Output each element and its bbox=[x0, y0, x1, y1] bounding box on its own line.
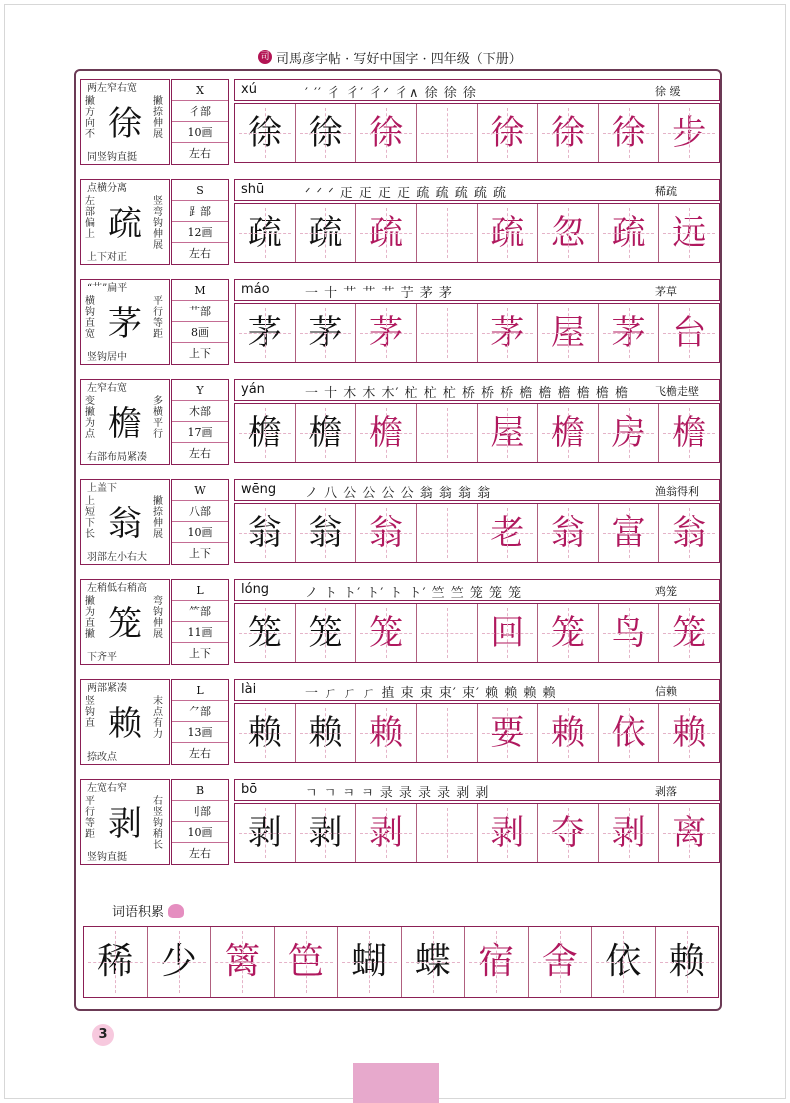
practice-cell[interactable]: 翁 bbox=[356, 504, 417, 562]
rule-bottom: 捺改点 bbox=[87, 752, 117, 763]
stroke-order-strip bbox=[234, 679, 720, 701]
rule-left: 撇为直撇 bbox=[85, 596, 95, 640]
practice-cell[interactable]: 剥 bbox=[356, 804, 417, 862]
stroke-count: 8画 bbox=[172, 322, 228, 343]
practice-cell[interactable]: 茅 bbox=[356, 304, 417, 362]
radical: 彳部 bbox=[172, 101, 228, 122]
practice-row bbox=[80, 479, 720, 565]
practice-cell[interactable] bbox=[417, 204, 478, 262]
radical: 刂部 bbox=[172, 801, 228, 822]
stroke-order-strip bbox=[234, 79, 720, 101]
rule-top: 点横分离 bbox=[87, 183, 127, 194]
practice-cell[interactable]: 笼 bbox=[659, 604, 719, 662]
practice-cell[interactable]: 翁 bbox=[235, 504, 296, 562]
pinyin: wēng bbox=[241, 482, 277, 497]
writing-rule-box bbox=[80, 79, 170, 165]
rule-right: 平行等距 bbox=[153, 296, 163, 340]
pinyin: yán bbox=[241, 382, 265, 397]
index-letter: M bbox=[172, 280, 228, 301]
practice-cell[interactable]: 鸟 bbox=[599, 604, 660, 662]
practice-cell[interactable]: 檐 bbox=[356, 404, 417, 462]
pinyin: lóng bbox=[241, 582, 270, 597]
rule-bottom: 竖钩直挺 bbox=[87, 852, 127, 863]
vocab-cell[interactable]: 依 bbox=[592, 927, 656, 997]
char-info-box bbox=[171, 579, 229, 665]
rule-bottom: 竖钩居中 bbox=[87, 352, 127, 363]
stroke-order: ㄱ ㄱ ㅋ ㅋ 录 录 录 录 剥 剥 bbox=[305, 786, 490, 801]
radical: 艹部 bbox=[172, 301, 228, 322]
structure: 上下 bbox=[189, 347, 211, 360]
char-info-box bbox=[171, 79, 229, 165]
practice-row bbox=[80, 679, 720, 765]
structure: 左右 bbox=[189, 147, 211, 160]
vocab-cell[interactable]: 蝴 bbox=[338, 927, 402, 997]
model-character: 檐 bbox=[108, 404, 142, 444]
writing-rule-box bbox=[80, 379, 170, 465]
radical: ⻊部 bbox=[172, 201, 228, 222]
index-letter: W bbox=[172, 480, 228, 501]
practice-cell[interactable]: 离 bbox=[659, 804, 719, 862]
stroke-order: ′ ′′ 彳 彳′ 彳ᐟ 彳∧ 徐 徐 徐 bbox=[305, 86, 477, 101]
stroke-order-strip bbox=[234, 779, 720, 801]
practice-cell[interactable]: 笼 bbox=[235, 604, 296, 662]
index-letter: S bbox=[172, 180, 228, 201]
example-word: 稀疏 bbox=[655, 185, 677, 198]
writing-rule-box bbox=[80, 579, 170, 665]
example-word: 剥落 bbox=[655, 785, 677, 798]
practice-grid bbox=[234, 303, 720, 363]
practice-cell[interactable]: 房 bbox=[599, 404, 660, 462]
vocab-cell[interactable]: 蝶 bbox=[402, 927, 466, 997]
stroke-count: 17画 bbox=[172, 422, 228, 443]
rule-top: 两左窄右宽 bbox=[87, 83, 137, 94]
practice-cell[interactable]: 疏 bbox=[356, 204, 417, 262]
practice-cell[interactable]: 赖 bbox=[235, 704, 296, 762]
stroke-order: ᐟ ᐟ ᐟ 𤴓 𤴓 𤴓 𤴓 疏 疏 疏 疏 疏 bbox=[305, 186, 507, 201]
vocab-title: 词语积累 bbox=[112, 905, 165, 920]
rule-bottom: 右部布局紧凑 bbox=[87, 452, 147, 463]
practice-cell[interactable]: 富 bbox=[599, 504, 660, 562]
practice-row bbox=[80, 79, 720, 165]
practice-grid bbox=[234, 403, 720, 463]
practice-cell[interactable]: 茅 bbox=[235, 304, 296, 362]
practice-cell[interactable]: 赖 bbox=[659, 704, 719, 762]
stroke-count: 11画 bbox=[172, 622, 228, 643]
pinyin: lài bbox=[241, 682, 257, 697]
char-info-box bbox=[171, 679, 229, 765]
practice-cell[interactable] bbox=[417, 404, 478, 462]
char-info-box bbox=[171, 479, 229, 565]
page-header bbox=[258, 47, 522, 67]
practice-cell[interactable]: 屋 bbox=[478, 404, 539, 462]
radical: 木部 bbox=[172, 401, 228, 422]
publisher-logo-icon: 司 bbox=[258, 50, 272, 64]
practice-cell[interactable]: 茅 bbox=[478, 304, 539, 362]
char-info-box bbox=[171, 179, 229, 265]
model-character: 翁 bbox=[108, 504, 142, 544]
rule-left: 横钩直宽 bbox=[85, 296, 95, 340]
rule-top: 上盖下 bbox=[87, 483, 117, 494]
structure: 左右 bbox=[189, 447, 211, 460]
practice-cell[interactable]: 剥 bbox=[296, 804, 357, 862]
rule-left: 竖钩直 bbox=[85, 696, 95, 729]
practice-cell[interactable]: 赖 bbox=[538, 704, 599, 762]
writing-rule-box bbox=[80, 279, 170, 365]
practice-row bbox=[80, 379, 720, 465]
example-word: 信赖 bbox=[655, 685, 677, 698]
rule-right: 末点有力 bbox=[153, 696, 163, 740]
char-info-box bbox=[171, 779, 229, 865]
practice-cell[interactable]: 笼 bbox=[356, 604, 417, 662]
stroke-order-strip bbox=[234, 179, 720, 201]
radical: 八部 bbox=[172, 501, 228, 522]
vocab-cell[interactable]: 笆 bbox=[275, 927, 339, 997]
practice-cell[interactable]: 徐 bbox=[356, 104, 417, 162]
writing-rule-box bbox=[80, 679, 170, 765]
rule-bottom: 同竖钩直挺 bbox=[87, 152, 137, 163]
practice-cell[interactable]: 老 bbox=[478, 504, 539, 562]
bottom-tab bbox=[353, 1063, 439, 1103]
char-info-box bbox=[171, 279, 229, 365]
radical: ⺈部 bbox=[172, 701, 228, 722]
writing-rule-box bbox=[80, 779, 170, 865]
practice-cell[interactable] bbox=[417, 804, 478, 862]
stroke-order: 一 十 木 木 木′ 杧 杧 杧 桥 桥 桥 檐 檐 檐 檐 檐 檐 bbox=[305, 386, 630, 401]
practice-cell[interactable]: 檐 bbox=[296, 404, 357, 462]
practice-cell[interactable]: 徐 bbox=[235, 104, 296, 162]
practice-cell[interactable]: 檐 bbox=[659, 404, 719, 462]
practice-cell[interactable]: 步 bbox=[659, 104, 719, 162]
rule-left: 左部偏上 bbox=[85, 196, 95, 240]
writing-rule-box bbox=[80, 479, 170, 565]
example-word: 鸡笼 bbox=[655, 585, 677, 598]
practice-cell[interactable]: 檐 bbox=[538, 404, 599, 462]
model-character: 剥 bbox=[108, 804, 142, 844]
rule-right: 撇捺伸展 bbox=[153, 496, 163, 540]
practice-cell[interactable] bbox=[417, 504, 478, 562]
stroke-count: 12画 bbox=[172, 222, 228, 243]
vocab-heading bbox=[112, 901, 184, 920]
index-letter: B bbox=[172, 780, 228, 801]
practice-grid bbox=[234, 803, 720, 863]
rule-left: 平行等距 bbox=[85, 796, 95, 840]
practice-cell[interactable]: 徐 bbox=[599, 104, 660, 162]
practice-grid bbox=[234, 603, 720, 663]
practice-row bbox=[80, 279, 720, 365]
vocab-cell[interactable]: 赖 bbox=[656, 927, 719, 997]
rule-top: 左宽右窄 bbox=[87, 783, 127, 794]
stroke-order: 一 十 艹 艹 艹 艼 茅 茅 bbox=[305, 286, 453, 301]
stroke-count: 10画 bbox=[172, 522, 228, 543]
practice-cell[interactable]: 忽 bbox=[538, 204, 599, 262]
stroke-count: 13画 bbox=[172, 722, 228, 743]
model-character: 笼 bbox=[108, 604, 142, 644]
model-character: 徐 bbox=[108, 104, 142, 144]
practice-cell[interactable] bbox=[417, 304, 478, 362]
pinyin: xú bbox=[241, 82, 257, 97]
practice-cell[interactable]: 依 bbox=[599, 704, 660, 762]
writing-rule-box bbox=[80, 179, 170, 265]
vocab-cell[interactable]: 少 bbox=[148, 927, 212, 997]
vocab-cell[interactable]: 篱 bbox=[211, 927, 275, 997]
index-letter: L bbox=[172, 580, 228, 601]
model-character: 茅 bbox=[108, 304, 142, 344]
vocab-row bbox=[83, 926, 719, 998]
practice-cell[interactable]: 疏 bbox=[599, 204, 660, 262]
practice-cell[interactable]: 徐 bbox=[478, 104, 539, 162]
practice-cell[interactable]: 疏 bbox=[235, 204, 296, 262]
rule-right: 竖弯钩伸展 bbox=[153, 196, 163, 251]
model-character: 赖 bbox=[108, 704, 142, 744]
practice-grid bbox=[234, 103, 720, 163]
practice-cell[interactable]: 远 bbox=[659, 204, 719, 262]
practice-cell[interactable]: 回 bbox=[478, 604, 539, 662]
practice-row bbox=[80, 179, 720, 265]
structure: 上下 bbox=[189, 647, 211, 660]
index-letter: L bbox=[172, 680, 228, 701]
practice-cell[interactable]: 翁 bbox=[659, 504, 719, 562]
practice-row bbox=[80, 779, 720, 865]
stroke-count: 10画 bbox=[172, 822, 228, 843]
example-word: 徐 缓 bbox=[655, 85, 681, 98]
example-word: 茅草 bbox=[655, 285, 677, 298]
rule-right: 右竖钩稍长 bbox=[153, 796, 163, 851]
stroke-count: 10画 bbox=[172, 122, 228, 143]
stroke-order: ノ 八 公 公 公 公 翁 翁 翁 翁 bbox=[305, 486, 492, 501]
vocab-cell[interactable]: 稀 bbox=[84, 927, 148, 997]
stroke-order-strip bbox=[234, 579, 720, 601]
practice-cell[interactable]: 茅 bbox=[296, 304, 357, 362]
practice-cell[interactable]: 赖 bbox=[296, 704, 357, 762]
practice-cell[interactable]: 疏 bbox=[478, 204, 539, 262]
rule-top: 左窄右宽 bbox=[87, 383, 127, 394]
practice-cell[interactable]: 茅 bbox=[599, 304, 660, 362]
practice-cell[interactable]: 笼 bbox=[296, 604, 357, 662]
practice-cell[interactable]: 徐 bbox=[296, 104, 357, 162]
rule-bottom: 上下对正 bbox=[87, 252, 127, 263]
rule-bottom: 下齐平 bbox=[87, 652, 117, 663]
stroke-order: ノ ト ト′ ト′ ト ト′ 竺 竺 笼 笼 笼 bbox=[305, 586, 523, 601]
practice-cell[interactable] bbox=[417, 704, 478, 762]
practice-cell[interactable]: 剥 bbox=[599, 804, 660, 862]
rule-top: 左稍低右稍高 bbox=[87, 583, 147, 594]
rule-left: 变撇为点 bbox=[85, 396, 95, 440]
char-info-box bbox=[171, 379, 229, 465]
practice-cell[interactable]: 剥 bbox=[478, 804, 539, 862]
structure: 左右 bbox=[189, 747, 211, 760]
index-letter: Y bbox=[172, 380, 228, 401]
practice-cell[interactable]: 夺 bbox=[538, 804, 599, 862]
structure: 左右 bbox=[189, 847, 211, 860]
practice-row bbox=[80, 579, 720, 665]
structure: 上下 bbox=[189, 547, 211, 560]
practice-cell[interactable]: 徐 bbox=[538, 104, 599, 162]
model-character: 疏 bbox=[108, 204, 142, 244]
stroke-order: 一 ㄏ ㄏ ㄏ 㨁 束 束 束′ 束′ 赖 赖 赖 赖 bbox=[305, 686, 557, 701]
stroke-order-strip bbox=[234, 379, 720, 401]
practice-cell[interactable]: 台 bbox=[659, 304, 719, 362]
rule-top: 两部紧凑 bbox=[87, 683, 127, 694]
practice-cell[interactable]: 赖 bbox=[356, 704, 417, 762]
rule-right: 多横平行 bbox=[153, 396, 163, 440]
vocab-cell[interactable]: 宿 bbox=[465, 927, 529, 997]
rule-left: 上短下长 bbox=[85, 496, 95, 540]
pinyin: shū bbox=[241, 182, 265, 197]
rule-left: 撇方向不 bbox=[85, 96, 95, 140]
practice-cell[interactable]: 剥 bbox=[235, 804, 296, 862]
stroke-order-strip bbox=[234, 279, 720, 301]
pinyin: máo bbox=[241, 282, 270, 297]
vocab-cell[interactable]: 舍 bbox=[529, 927, 593, 997]
practice-cell[interactable] bbox=[417, 104, 478, 162]
practice-cell[interactable] bbox=[417, 604, 478, 662]
page-number: 3 bbox=[92, 1024, 114, 1046]
stroke-order-strip bbox=[234, 479, 720, 501]
structure: 左右 bbox=[189, 247, 211, 260]
pinyin: bō bbox=[241, 782, 258, 797]
rule-top: “艹”扁平 bbox=[87, 283, 128, 294]
practice-cell[interactable]: 屋 bbox=[538, 304, 599, 362]
example-word: 渔翁得利 bbox=[655, 485, 699, 498]
practice-cell[interactable]: 疏 bbox=[296, 204, 357, 262]
radical: ⺮部 bbox=[172, 601, 228, 622]
rule-bottom: 羽部左小右大 bbox=[87, 552, 147, 563]
practice-cell[interactable]: 笼 bbox=[538, 604, 599, 662]
practice-cell[interactable]: 翁 bbox=[538, 504, 599, 562]
rule-right: 弯钩伸展 bbox=[153, 596, 163, 640]
practice-grid bbox=[234, 203, 720, 263]
practice-cell[interactable]: 檐 bbox=[235, 404, 296, 462]
practice-cell[interactable]: 要 bbox=[478, 704, 539, 762]
practice-grid bbox=[234, 503, 720, 563]
index-letter: X bbox=[172, 80, 228, 101]
page-title-text: 司馬彦字帖 · 写好中国字 · 四年级（下册） bbox=[276, 51, 522, 67]
rule-right: 撇捺伸展 bbox=[153, 96, 163, 140]
example-word: 飞檐走壁 bbox=[655, 385, 699, 398]
practice-cell[interactable]: 翁 bbox=[296, 504, 357, 562]
practice-grid bbox=[234, 703, 720, 763]
butterfly-icon bbox=[168, 904, 184, 918]
